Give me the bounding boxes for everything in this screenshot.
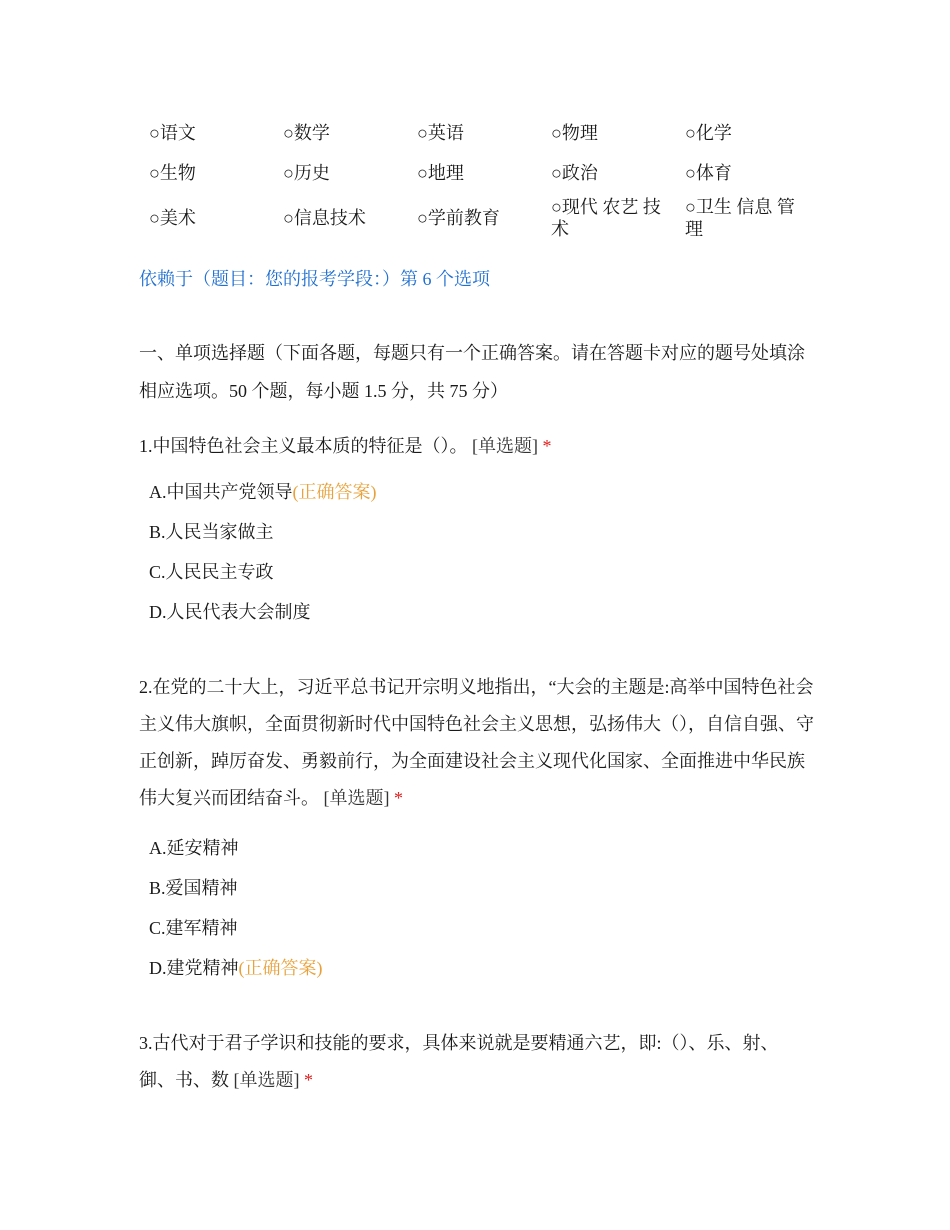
question-1 — [139, 428, 819, 465]
required-mark: * — [394, 788, 403, 808]
correct-answer-marker: (正确答案) — [292, 482, 377, 502]
subject-option[interactable]: ○英语 — [417, 123, 464, 143]
question-type-label: [单选题] — [472, 436, 538, 456]
subject-option[interactable]: ○地理 — [417, 163, 464, 183]
subject-option[interactable]: ○语文 — [149, 123, 196, 143]
subject-option[interactable]: ○政治 — [551, 163, 598, 183]
answer-option[interactable] — [149, 877, 238, 899]
subject-option[interactable]: ○数学 — [283, 123, 330, 143]
answer-option-label: C.人民民主专政 — [149, 562, 274, 582]
subject-option[interactable]: ○体育 — [685, 163, 732, 183]
question-text: 2.在党的二十大上，习近平总书记开宗明义地指出，“大会的主题是:高举中国特色社会主义伟大旗帜，全面贯彻新时代中国特色社会主义思想，弘扬伟大（），自信自强、守正创新，踔厉奋发、勇毅前行，为全面建设社会主义现代化国家、全面推进中华民族伟大复兴而团结奋斗。 — [139, 677, 814, 808]
answer-option-label: B.爱国精神 — [149, 878, 238, 898]
subject-option[interactable]: ○生物 — [149, 163, 196, 183]
question-2 — [139, 669, 819, 817]
subject-option[interactable]: ○学前教育 — [417, 208, 500, 228]
subject-option[interactable]: ○现代 农艺 技术 — [551, 197, 661, 239]
subject-option[interactable]: ○历史 — [283, 163, 330, 183]
question-text: 1.中国特色社会主义最本质的特征是（）。 — [139, 436, 468, 456]
subject-option[interactable]: ○卫生 信息 管理 — [685, 197, 795, 239]
answer-option[interactable] — [149, 601, 311, 623]
required-mark: * — [304, 1070, 313, 1090]
answer-option-label: C.建军精神 — [149, 918, 238, 938]
subject-option[interactable]: ○化学 — [685, 123, 732, 143]
answer-option-label: A.中国共产党领导 — [149, 482, 293, 502]
question-type-label: [单选题] — [323, 788, 390, 808]
answer-option-label: B.人民当家做主 — [149, 522, 274, 542]
answer-option[interactable] — [149, 917, 238, 939]
required-mark: * — [542, 436, 552, 456]
section-title: 一、单项选择题（下面各题，每题只有一个正确答案。请在答题卡对应的题号处填涂相应选项。50 个题，每小题 1.5 分，共 75 分） — [139, 343, 805, 401]
question-3 — [139, 1025, 779, 1099]
subject-option[interactable]: ○信息技术 — [283, 208, 366, 228]
question-type-label: [单选题] — [233, 1070, 300, 1090]
answer-option-label: D.建党精神 — [149, 958, 239, 978]
correct-answer-marker: (正确答案) — [238, 958, 323, 978]
answer-option[interactable] — [149, 837, 239, 859]
answer-option[interactable] — [149, 957, 323, 979]
answer-option-label: A.延安精神 — [149, 838, 239, 858]
dependency-note: 依赖于（题目：您的报考学段：）第 6 个选项 — [139, 269, 490, 289]
answer-option[interactable] — [149, 561, 274, 583]
answer-option[interactable] — [149, 481, 377, 503]
subject-option[interactable]: ○美术 — [149, 208, 196, 228]
answer-option[interactable] — [149, 521, 274, 543]
subject-option[interactable]: ○物理 — [551, 123, 598, 143]
question-text: 3.古代对于君子学识和技能的要求，具体来说就是要精通六艺，即:（）、乐、射、御、书、数 — [139, 1033, 779, 1090]
answer-option-label: D.人民代表大会制度 — [149, 602, 311, 622]
